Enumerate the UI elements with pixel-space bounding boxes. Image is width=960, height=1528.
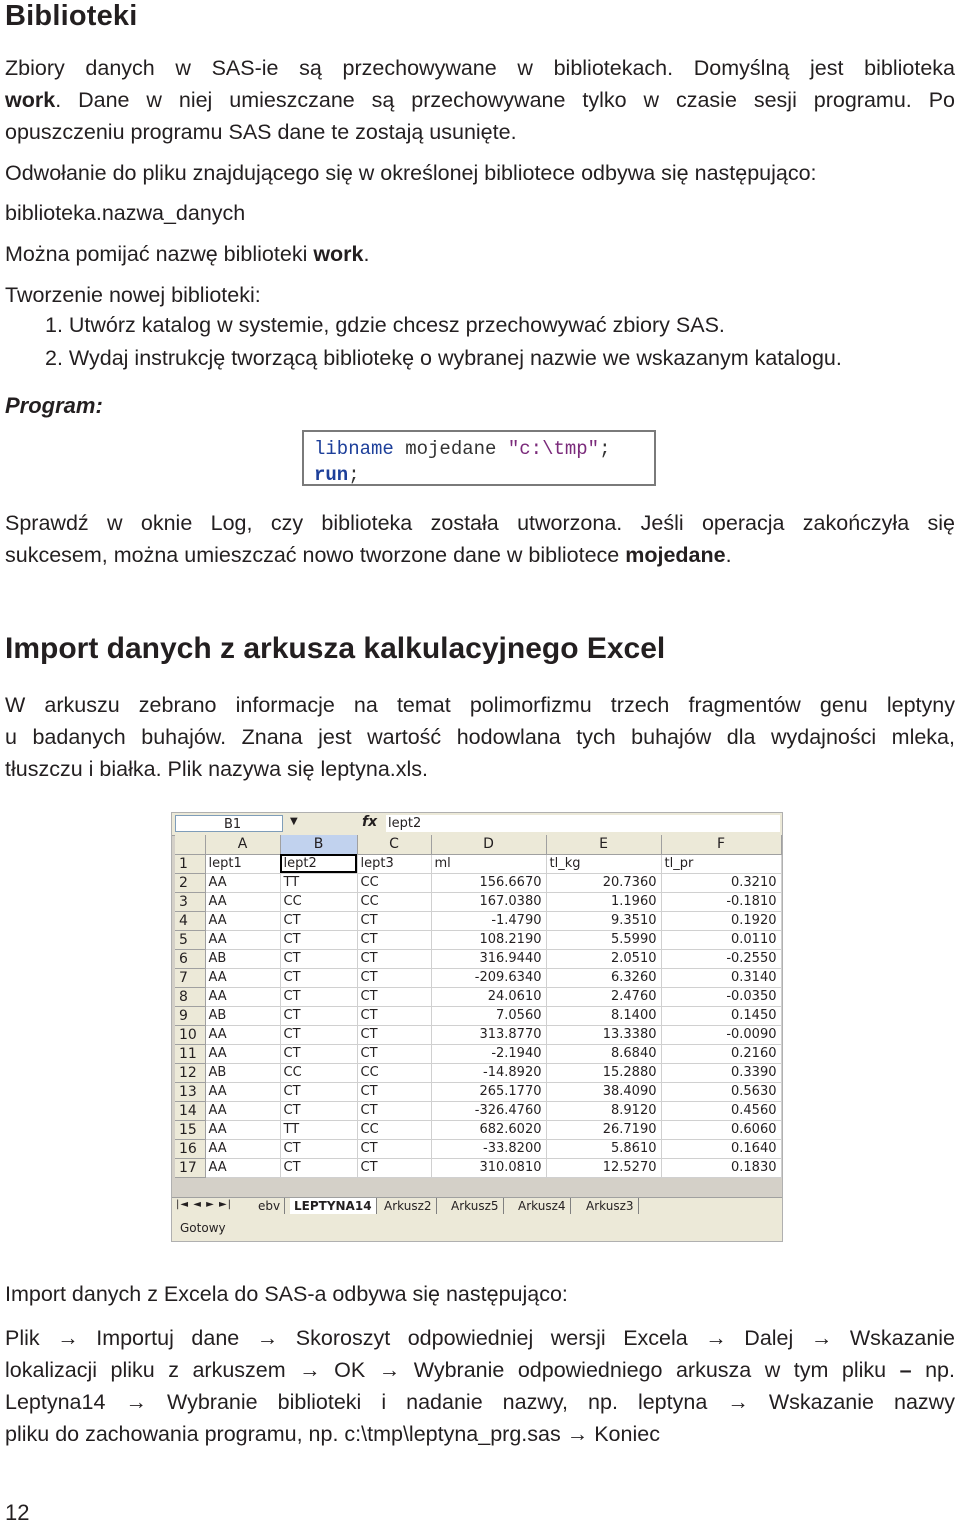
- grid-body: [175, 854, 781, 1177]
- cell[interactable]: 0.3140: [661, 968, 781, 987]
- cell[interactable]: CT: [280, 1025, 357, 1044]
- row-header[interactable]: 7: [175, 968, 205, 987]
- cell[interactable]: CT: [357, 930, 431, 949]
- row-header[interactable]: 13: [175, 1082, 205, 1101]
- cell[interactable]: -14.8920: [431, 1063, 546, 1082]
- cell[interactable]: TT: [280, 873, 357, 892]
- intro-line-3: opuszczeniu programu SAS dane te zostają usunięte.: [5, 120, 517, 144]
- row-header[interactable]: 2: [175, 873, 205, 892]
- cell[interactable]: 24.0610: [431, 987, 546, 1006]
- row-header[interactable]: 15: [175, 1120, 205, 1139]
- row-header[interactable]: 17: [175, 1158, 205, 1177]
- cell[interactable]: AA: [205, 1082, 280, 1101]
- table-row: [175, 1158, 781, 1177]
- cell[interactable]: 156.6670: [431, 873, 546, 892]
- arrow-right-icon: →: [810, 1326, 833, 1350]
- cell[interactable]: 12.5270: [546, 1158, 661, 1177]
- cell[interactable]: CC: [357, 1063, 431, 1082]
- cell[interactable]: AB: [205, 1063, 280, 1082]
- step-text: Wskazanie nazwy: [768, 1390, 955, 1414]
- cell[interactable]: AA: [205, 1101, 280, 1120]
- cell[interactable]: CT: [280, 1139, 357, 1158]
- column-header[interactable]: E: [546, 835, 661, 854]
- cell[interactable]: 0.0110: [661, 930, 781, 949]
- dash: –: [899, 1358, 912, 1382]
- table-row: [175, 1082, 781, 1101]
- column-header[interactable]: C: [357, 835, 431, 854]
- section-title: Import danych z arkusza kalkulacyjnego Excel: [5, 632, 666, 665]
- cell[interactable]: AA: [205, 911, 280, 930]
- table-row: [175, 1139, 781, 1158]
- arrow-right-icon: →: [57, 1326, 79, 1350]
- sheet-tabs: [172, 1197, 782, 1216]
- cell[interactable]: AA: [205, 987, 280, 1006]
- sheet-nav-arrows-icon[interactable]: |◄ ◄ ► ►|: [176, 1199, 233, 1210]
- cell[interactable]: 0.1920: [661, 911, 781, 930]
- cell[interactable]: 2.0510: [546, 949, 661, 968]
- table-row: [175, 949, 781, 968]
- cell[interactable]: AA: [205, 1139, 280, 1158]
- step-text: Skoroszyt odpowiedniej wersji Excela: [295, 1326, 688, 1350]
- step-text: Importuj dane: [96, 1326, 240, 1350]
- sheet-tab[interactable]: Arkusz3: [582, 1198, 639, 1214]
- cell[interactable]: CC: [280, 1063, 357, 1082]
- cell[interactable]: CT: [357, 1006, 431, 1025]
- cell[interactable]: CT: [357, 1025, 431, 1044]
- excel-screenshot: [171, 812, 783, 1242]
- check-line-1: Sprawdź w oknie Log, czy biblioteka została utworzona. Jeśli operacja zakończyła się: [5, 511, 955, 535]
- code-keyword-run: run: [314, 464, 349, 486]
- cell[interactable]: 9.3510: [546, 911, 661, 930]
- cell[interactable]: AA: [205, 1158, 280, 1177]
- step-text: Plik: [5, 1326, 40, 1350]
- cell[interactable]: 38.4090: [546, 1082, 661, 1101]
- status-bar: Gotowy: [172, 1216, 782, 1241]
- cell[interactable]: lept2: [280, 854, 357, 873]
- row-header[interactable]: 8: [175, 987, 205, 1006]
- import-steps-line-1: [5, 1322, 955, 1355]
- cell[interactable]: AA: [205, 930, 280, 949]
- omit-text-end: .: [363, 242, 370, 266]
- row-header[interactable]: 1: [175, 854, 205, 873]
- cell[interactable]: -0.1810: [661, 892, 781, 911]
- cell[interactable]: 2.4760: [546, 987, 661, 1006]
- cell[interactable]: -0.2550: [661, 949, 781, 968]
- name-box-dropdown-icon[interactable]: ▼: [290, 816, 298, 827]
- intro-line-1: Zbiory danych w SAS-ie są przechowywane w bibliotekach. Domyślną jest biblioteka: [5, 56, 955, 80]
- row-header[interactable]: 16: [175, 1139, 205, 1158]
- cell[interactable]: AA: [205, 1025, 280, 1044]
- cell[interactable]: lept3: [357, 854, 431, 873]
- code-semicolon: ;: [599, 438, 611, 460]
- cell[interactable]: CT: [280, 1044, 357, 1063]
- column-header[interactable]: B: [280, 835, 357, 854]
- sheet-tab[interactable]: Arkusz2: [380, 1198, 437, 1214]
- step-text: Koniec: [594, 1422, 660, 1446]
- cell[interactable]: ml: [431, 854, 546, 873]
- cell[interactable]: -0.0090: [661, 1025, 781, 1044]
- row-header[interactable]: 3: [175, 892, 205, 911]
- cell[interactable]: 6.3260: [546, 968, 661, 987]
- code-keyword-libname: libname: [314, 438, 394, 460]
- intro-line-2-text: . Dane w niej umieszczane są przechowywane tylko w czasie sesji programu. Po: [55, 88, 955, 112]
- cell[interactable]: 0.2160: [661, 1044, 781, 1063]
- row-header[interactable]: 11: [175, 1044, 205, 1063]
- row-header[interactable]: 6: [175, 949, 205, 968]
- cell[interactable]: 8.9120: [546, 1101, 661, 1120]
- cell[interactable]: -0.0350: [661, 987, 781, 1006]
- cell[interactable]: 15.2880: [546, 1063, 661, 1082]
- cell[interactable]: AB: [205, 1006, 280, 1025]
- cell[interactable]: AB: [205, 949, 280, 968]
- code-block: [302, 430, 656, 486]
- cell[interactable]: CT: [280, 949, 357, 968]
- column-header-row: [175, 835, 781, 854]
- cell[interactable]: CT: [357, 949, 431, 968]
- arrow-right-icon: →: [727, 1390, 749, 1414]
- spreadsheet-grid: [175, 835, 782, 1178]
- import-steps-line-2: [5, 1354, 955, 1387]
- table-row: [175, 1101, 781, 1120]
- table-row: [175, 1044, 781, 1063]
- step-text: pliku do zachowania programu, np. c:\tmp\leptyna_prg.sas: [5, 1422, 561, 1446]
- reference-text: Odwołanie do pliku znajdującego się w określonej bibliotece odbywa się następująco:: [5, 161, 817, 185]
- cell[interactable]: 26.7190: [546, 1120, 661, 1139]
- cell[interactable]: AA: [205, 873, 280, 892]
- code-path-string: "c:\tmp": [507, 438, 600, 460]
- arrow-right-icon: →: [566, 1422, 589, 1446]
- table-row: [175, 854, 781, 873]
- cell[interactable]: -209.6340: [431, 968, 546, 987]
- section-line-3: tłuszczu i białka. Plik nazywa się leptyna.xls.: [5, 757, 429, 781]
- cell[interactable]: -2.1940: [431, 1044, 546, 1063]
- cell[interactable]: 167.0380: [431, 892, 546, 911]
- cell[interactable]: CC: [280, 892, 357, 911]
- cell[interactable]: 7.0560: [431, 1006, 546, 1025]
- cell[interactable]: 0.5630: [661, 1082, 781, 1101]
- step-text: lokalizacji pliku z arkuszem: [5, 1358, 286, 1382]
- cell[interactable]: CT: [357, 987, 431, 1006]
- cell[interactable]: 265.1770: [431, 1082, 546, 1101]
- table-row: [175, 1063, 781, 1082]
- cell[interactable]: CT: [280, 1006, 357, 1025]
- cell[interactable]: lept1: [205, 854, 280, 873]
- code-semicolon-2: ;: [348, 464, 360, 486]
- import-intro: Import danych z Excela do SAS-a odbywa się następująco:: [5, 1282, 568, 1306]
- cell[interactable]: CT: [357, 1139, 431, 1158]
- cell[interactable]: 13.3380: [546, 1025, 661, 1044]
- work-keyword: work: [5, 88, 56, 112]
- table-row: [175, 968, 781, 987]
- table-row: [175, 892, 781, 911]
- step-text: Wybranie odpowiedniego arkusza w tym pliku: [413, 1358, 887, 1382]
- code-libref: mojedane: [393, 438, 508, 460]
- cell[interactable]: CT: [357, 1082, 431, 1101]
- step-text: Wskazanie: [849, 1326, 956, 1350]
- cell[interactable]: CC: [357, 873, 431, 892]
- cell[interactable]: AA: [205, 1044, 280, 1063]
- cell[interactable]: 8.1400: [546, 1006, 661, 1025]
- cell[interactable]: -33.8200: [431, 1139, 546, 1158]
- sheet-tab[interactable]: ebv: [254, 1198, 285, 1214]
- table-row: [175, 873, 781, 892]
- list-item: 2. Wydaj instrukcję tworzącą bibliotekę o wybranej nazwie we wskazanym katalogu.: [45, 346, 842, 370]
- cell[interactable]: CT: [280, 987, 357, 1006]
- cell[interactable]: 1.1960: [546, 892, 661, 911]
- table-row: [175, 1025, 781, 1044]
- cell[interactable]: tl_kg: [546, 854, 661, 873]
- cell[interactable]: CT: [280, 1101, 357, 1120]
- sheet-tab-active[interactable]: LEPTYNA14: [290, 1198, 377, 1214]
- cell[interactable]: 8.6840: [546, 1044, 661, 1063]
- intro-line-2: [5, 84, 955, 117]
- cell[interactable]: CT: [357, 968, 431, 987]
- cell[interactable]: 108.2190: [431, 930, 546, 949]
- cell[interactable]: CT: [280, 968, 357, 987]
- page-number: 12: [5, 1500, 30, 1525]
- omit-text: [5, 238, 955, 271]
- program-label: Program:: [5, 393, 103, 418]
- function-icon[interactable]: fx: [362, 814, 378, 830]
- cell[interactable]: AA: [205, 968, 280, 987]
- step-text: np.: [925, 1358, 955, 1382]
- cell[interactable]: CC: [357, 1120, 431, 1139]
- create-steps-list: [45, 309, 842, 375]
- create-library-title: Tworzenie nowej biblioteki:: [5, 283, 261, 307]
- table-row: [175, 911, 781, 930]
- import-steps-line-4: [5, 1418, 955, 1451]
- row-header[interactable]: 14: [175, 1101, 205, 1120]
- cell[interactable]: 313.8770: [431, 1025, 546, 1044]
- syntax-text: biblioteka.nazwa_danych: [5, 201, 246, 225]
- cell[interactable]: CT: [280, 1082, 357, 1101]
- step-text: Leptyna14: [5, 1390, 106, 1414]
- omit-work-keyword: work: [313, 242, 364, 266]
- table-row: [175, 1006, 781, 1025]
- cell[interactable]: AA: [205, 892, 280, 911]
- cell[interactable]: 0.1450: [661, 1006, 781, 1025]
- sheet-tab[interactable]: Arkusz5: [447, 1198, 504, 1214]
- row-header[interactable]: 9: [175, 1006, 205, 1025]
- cell[interactable]: AA: [205, 1120, 280, 1139]
- arrow-right-icon: →: [256, 1326, 279, 1350]
- select-all-corner[interactable]: [175, 835, 205, 854]
- cell[interactable]: CT: [280, 930, 357, 949]
- cell[interactable]: 0.4560: [661, 1101, 781, 1120]
- column-header[interactable]: D: [431, 835, 546, 854]
- cell[interactable]: 0.3210: [661, 873, 781, 892]
- cell[interactable]: CT: [357, 911, 431, 930]
- check-line-2-text: sukcesem, można umieszczać nowo tworzone dane w bibliotece: [5, 543, 626, 567]
- column-header[interactable]: F: [661, 835, 781, 854]
- cell[interactable]: 310.0810: [431, 1158, 546, 1177]
- cell[interactable]: tl_pr: [661, 854, 781, 873]
- step-text: Dalej: [744, 1326, 794, 1350]
- cell[interactable]: 5.5990: [546, 930, 661, 949]
- row-header[interactable]: 5: [175, 930, 205, 949]
- formula-input[interactable]: lept2: [386, 815, 780, 832]
- cell[interactable]: CT: [280, 911, 357, 930]
- arrow-right-icon: →: [125, 1390, 147, 1414]
- arrow-right-icon: →: [378, 1358, 401, 1382]
- row-header[interactable]: 10: [175, 1025, 205, 1044]
- cell[interactable]: CT: [357, 1158, 431, 1177]
- table-row: [175, 987, 781, 1006]
- cell[interactable]: 20.7360: [546, 873, 661, 892]
- cell[interactable]: CT: [280, 1158, 357, 1177]
- omit-text-body: Można pomijać nazwę biblioteki: [5, 242, 314, 266]
- section-line-2: u badanych buhajów. Znana jest wartość hodowlana tych buhajów dla wydajności mleka,: [5, 725, 955, 749]
- step-text: Wybranie biblioteki i nadanie nazwy, np. leptyna: [167, 1390, 708, 1414]
- cell[interactable]: 5.8610: [546, 1139, 661, 1158]
- table-row: [175, 930, 781, 949]
- arrow-right-icon: →: [299, 1358, 321, 1382]
- cell[interactable]: CC: [357, 892, 431, 911]
- cell[interactable]: -326.4760: [431, 1101, 546, 1120]
- mojedane-keyword: mojedane: [625, 543, 726, 567]
- cell[interactable]: 0.1640: [661, 1139, 781, 1158]
- table-row: [175, 1120, 781, 1139]
- check-line-2: [5, 539, 955, 572]
- cell[interactable]: CT: [357, 1044, 431, 1063]
- cell[interactable]: 316.9440: [431, 949, 546, 968]
- section-line-1: W arkuszu zebrano informacje na temat polimorfizmu trzech fragmentów genu leptyny: [5, 693, 955, 717]
- sheet-tab[interactable]: Arkusz4: [514, 1198, 571, 1214]
- cell[interactable]: 0.6060: [661, 1120, 781, 1139]
- row-header[interactable]: 4: [175, 911, 205, 930]
- import-steps-line-3: [5, 1386, 955, 1419]
- list-item: 1. Utwórz katalog w systemie, gdzie chcesz przechowywać zbiory SAS.: [45, 313, 725, 337]
- cell[interactable]: 682.6020: [431, 1120, 546, 1139]
- cell[interactable]: 0.1830: [661, 1158, 781, 1177]
- formula-bar: [172, 813, 782, 836]
- page-title: Biblioteki: [5, 0, 138, 32]
- check-line-2-end: .: [725, 543, 732, 567]
- step-text: OK: [334, 1358, 366, 1382]
- row-header[interactable]: 12: [175, 1063, 205, 1082]
- column-header[interactable]: A: [205, 835, 280, 854]
- cell[interactable]: TT: [280, 1120, 357, 1139]
- arrow-right-icon: →: [705, 1326, 727, 1350]
- cell[interactable]: -1.4790: [431, 911, 546, 930]
- cell[interactable]: 0.3390: [661, 1063, 781, 1082]
- cell[interactable]: CT: [357, 1101, 431, 1120]
- name-box[interactable]: B1: [175, 815, 283, 832]
